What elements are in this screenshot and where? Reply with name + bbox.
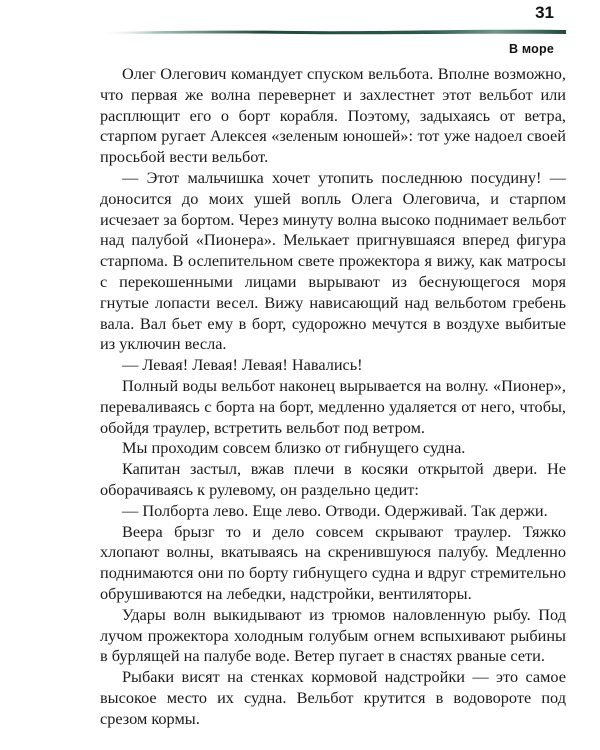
text-body [100, 64, 566, 730]
chapter-title: В море [508, 42, 554, 56]
paragraph: Веера брызг то и дело совсем скрывают траулер. Тяжко хлопают волны, вкатываясь на скренившуюся палубу. Медленно поднимаются они по борту гибнущего судна и вдруг стремительно обрушиваются на лебедки, надстройки, вентиляторы. [100, 521, 566, 603]
paragraph: Мы проходим совсем близко от гибнущего судна. [122, 438, 466, 458]
paragraph: — Левая! Левая! Левая! Навались! [122, 355, 363, 375]
page-number: 31 [535, 3, 554, 22]
paragraph: Олег Олегович командует спуском вельбота. Вполне возможно, что первая же волна перевернет и захлестнет этот вельбот или расплющит его о борт корабля. Поэтому, задыхаясь от ветра, старпом ругает Алексея «зеленым юношей»: тот уже надоел своей просьбой вести вельбот. [100, 64, 566, 167]
paragraph: Удары волн выкидывают из трюмов наловленную рыбу. Под лучом прожектора холодным голубым огнем вспыхивают рыбины в бурлящей на палубе воде. Ветер пугает в снастях рваные сети. [100, 604, 566, 666]
paragraph: Капитан застыл, вжав плечи в косяки открытой двери. Не оборачиваясь к рулевому, он раздельно цедит: [100, 459, 566, 499]
paragraph: — Полборта лево. Еще лево. Отводи. Одерживай. Так держи. [122, 500, 548, 520]
header-wave-bar [98, 26, 566, 36]
paragraph: Полный воды вельбот наконец вырывается на волну. «Пионер», переваливаясь с борта на борт, медленно удаляется от него, чтобы, обойдя траулер, встретить вельбот под ветром. [100, 375, 566, 437]
paragraph: — Этот мальчишка хочет утопить последнюю посудину! — доносится до моих ушей вопль Олега Олеговича, и старпом исчезает за бортом. Через минуту волна высоко поднимает вельбот над палубой «Пионера». Мелькает пригнувшаяся вперед фигура старпома. В ослепительном свете прожектора я вижу, как матросы с перекошенными лицами вырывают из беснующегося моря гнутые лопасти весел. Вижу нависающий над вельботом гребень вала. Вал бьет ему в борт, судорожно мечутся в воздухе выбитые из уключин весла. [100, 167, 566, 354]
paragraph: Рыбаки висят на стенках кормовой надстройки — это самое высокое место их судна. Вельбот крутится в водовороте под срезом кормы. [100, 667, 566, 728]
